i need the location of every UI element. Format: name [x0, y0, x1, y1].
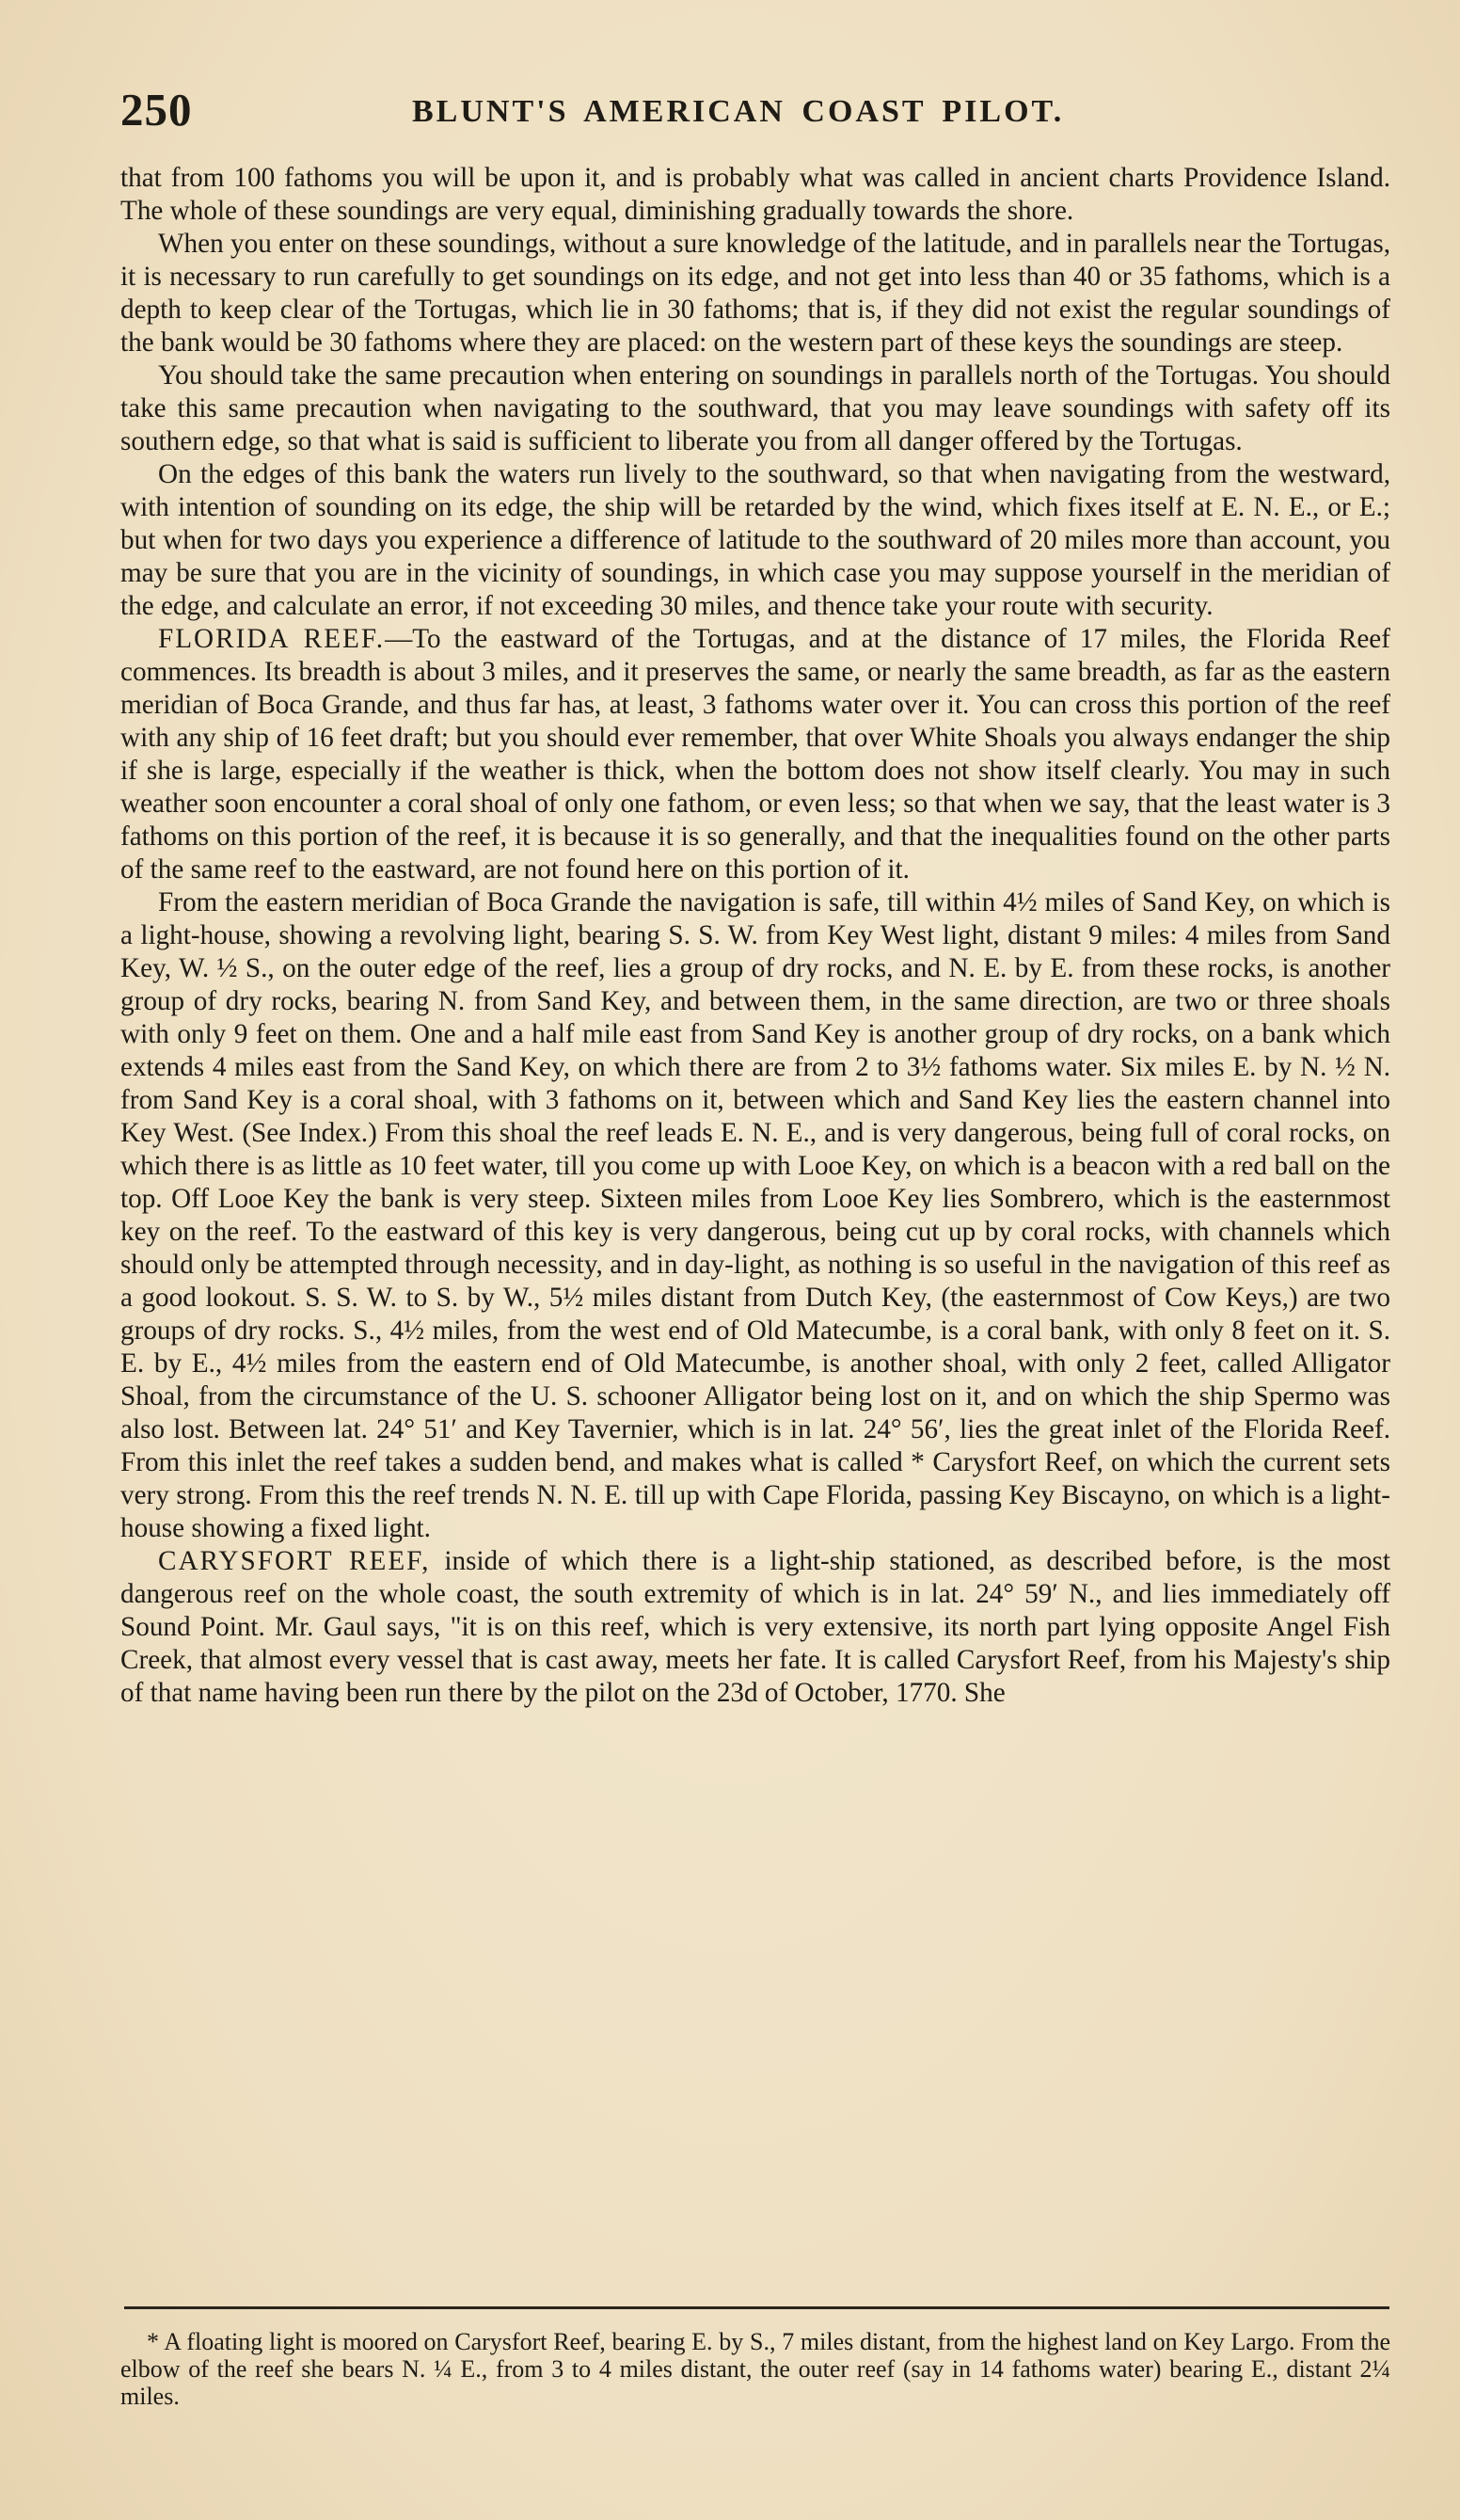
paragraph [120, 162, 1390, 228]
paragraph [120, 359, 1390, 458]
paragraph-text: On the edges of this bank the waters run lively to the southward, so that when navigating from the westward, with intention of sounding on its edge, the ship will be retarded by the wind, which fixes itself at E. N. E., or E.; but when for two days you experience a difference of latitude to the southward of 20 miles more than account, you may be sure that you are in the vicinity of soundings, in which case you may suppose yourself in the meridian of the edge, and calculate an error, if not exceeding 30 miles, and thence take your route with security. [120, 459, 1390, 621]
paragraph-text: —To the eastward of the Tortugas, and at the distance of 17 miles, the Florida Reef commences. Its breadth is about 3 miles, and it preserves the same, or nearly the same breadth, as far as the eastern meridian of Boca Grande, and thus far has, at least, 3 fathoms water over it. You can cross this portion of the reef with any ship of 16 feet draft; but you should ever remember, that over White Shoals you always endanger the ship if she is large, especially if the weather is thick, when the bottom does not show itself clearly. You may in such weather soon encounter a coral shoal of only one fathom, or even less; so that when we say, that the least water is 3 fathoms on this portion of the reef, it is because it is so generally, and that the inequalities found on the other parts of the same reef to the eastward, are not found here on this portion of it. [120, 624, 1390, 885]
paragraph [120, 458, 1390, 623]
footnote: * A floating light is moored on Carysfort Reef, bearing E. by S., 7 miles distant, from the highest land on Key Largo. From the elbow of the reef she bears N. ¼ E., from 3 to 4 miles distant, the outer reef (say in 14 fathoms water) bearing E., distant 2¼ miles. [120, 2328, 1390, 2410]
paragraph [120, 228, 1390, 359]
paragraph [120, 1545, 1390, 1710]
paragraph-text: that from 100 fathoms you will be upon it, and is probably what was called in ancient charts Providence Island. The whole of these soundings are very equal, diminishing gradually towards the shore. [120, 163, 1390, 226]
paragraph-text: When you enter on these soundings, without a sure knowledge of the latitude, and in parallels near the Tortugas, it is necessary to run carefully to get soundings on its edge, and not get into less than 40 or 35 fathoms, which is a depth to keep clear of the Tortugas, which lie in 30 fathoms; that is, if they did not exist the regular soundings of the bank would be 30 fathoms where they are placed: on the western part of these keys the soundings are steep. [120, 229, 1390, 358]
running-title: BLUNT'S AMERICAN COAST PILOT. [412, 94, 1065, 129]
paragraph-text: You should take the same precaution when entering on soundings in parallels north of the Tortugas. You should take this same precaution when navigating to the southward, that you may leave soundings with safety off its southern edge, so that what is said is sufficient to liberate you from all danger offered by the Tortugas. [120, 360, 1390, 456]
paragraph [120, 886, 1390, 1545]
paragraph-text: From the eastern meridian of Boca Grande the navigation is safe, till within 4½ miles of Sand Key, on which is a light-house, showing a revolving light, bearing S. S. W. from Key West light, distant 9 miles: 4 miles from Sand Key, W. ½ S., on the outer edge of the reef, lies a group of dry rocks, and N. E. by E. from these rocks, is another group of dry rocks, bearing N. from Sand Key, and between them, in the same direction, are two or three shoals with only 9 feet on them. One and a half mile east from Sand Key is another group of dry rocks, on a bank which extends 4 miles east from the Sand Key, on which there are from 2 to 3½ fathoms water. Six miles E. by N. ½ N. from Sand Key is a coral shoal, with 3 fathoms on it, between which and Sand Key lies the eastern channel into Key West. (See Index.) From this shoal the reef leads E. N. E., and is very dangerous, being full of coral rocks, on which there is as little as 10 feet water, till you come up with Looe Key, on which is a beacon with a red ball on the top. Off Looe Key the bank is very steep. Sixteen miles from Looe Key lies Sombrero, which is the easternmost key on the reef. To the eastward of this key is very dangerous, being cut up by coral rocks, with channels which should only be attempted through necessity, and in day-light, as nothing is so useful in the navigation of this reef as a good lookout. S. S. W. to S. by W., 5½ miles distant from Dutch Key, (the easternmost of Cow Keys,) are two groups of dry rocks. S., 4½ miles, from the west end of Old Matecumbe, is a coral bank, with only 8 feet on it. S. E. by E., 4½ miles from the eastern end of Old Matecumbe, is another shoal, with only 2 feet, called Alligator Shoal, from the circumstance of the U. S. schooner Alligator being lost on it, and on which the ship Spermo was also lost. Between lat. 24° 51′ and Key Tavernier, which is in lat. 24° 56′, lies the great inlet of the Florida Reef. From this inlet the reef takes a sudden bend, and makes what is called * Carysfort Reef, on which the current sets very strong. From this the reef trends N. N. E. till up with Cape Florida, passing Key Biscayno, on which is a light-house showing a fixed light. [120, 887, 1390, 1543]
page-number: 250 [120, 84, 193, 136]
paragraph-text: inside of which there is a light-ship stationed, as described before, is the most dangerous reef on the whole coast, the south extremity of which is in lat. 24° 59′ N., and lies immediately off Sound Point. Mr. Gaul says, "it is on this reef, which is very extensive, its north part lying opposite Angel Fish Creek, that almost every vessel that is cast away, meets her fate. It is called Carysfort Reef, from his Majesty's ship of that name having been run there by the pilot on the 23d of October, 1770. She [120, 1546, 1390, 1708]
footnote-divider [124, 2306, 1389, 2309]
page-header [120, 83, 1381, 139]
body-text [120, 162, 1390, 1710]
section-heading-florida-reef: FLORIDA REEF. [158, 624, 386, 654]
paragraph [120, 623, 1390, 886]
section-heading-carysfort-reef: CARYSFORT REEF, [158, 1546, 431, 1576]
